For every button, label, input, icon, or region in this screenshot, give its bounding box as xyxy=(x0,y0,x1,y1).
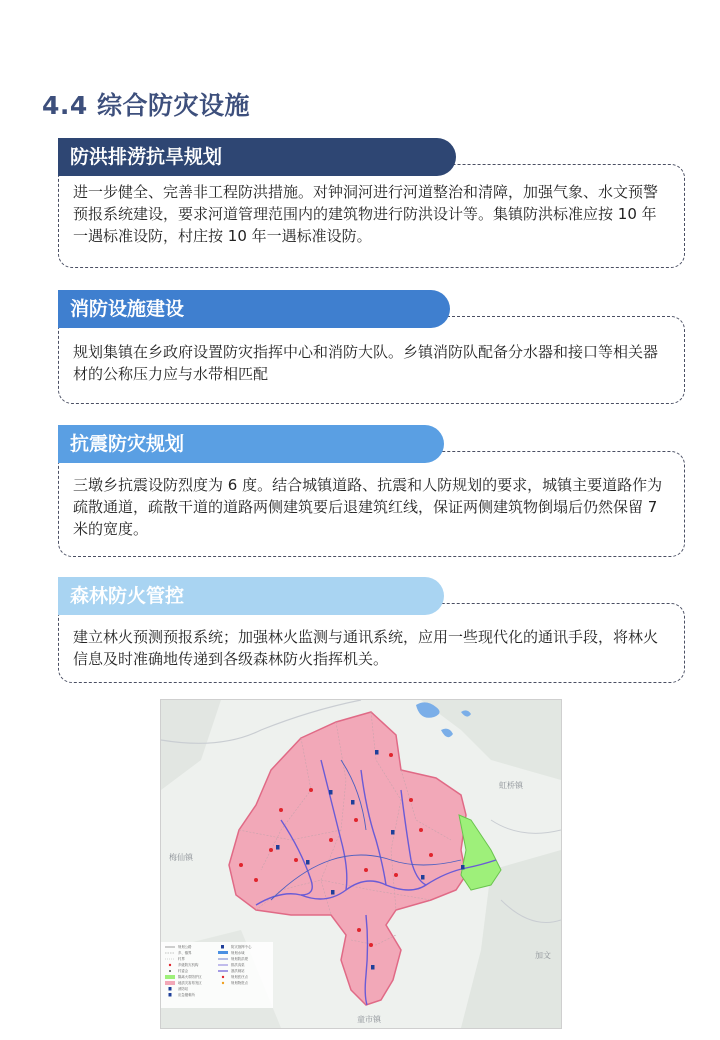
disaster-prevention-map xyxy=(160,699,562,1029)
section-body-box xyxy=(58,316,685,404)
legend-item: 规划公路 xyxy=(178,945,192,949)
section-earthquake xyxy=(58,425,685,557)
legend-item: 规划医疗点 xyxy=(231,975,248,979)
section-text: 三墩乡抗震设防烈度为 6 度。结合城镇道路、抗震和人防规划的要求，城镇主要道路作为疏散通道，疏散干道的道路两侧建筑要后退建筑红线，保证两侧建筑物倒塌后仍然保留 7 米的宽度。 xyxy=(73,476,663,538)
legend-item: 泄洪闸站 xyxy=(231,969,245,973)
map-canvas xyxy=(161,700,561,1028)
section-title-tab: 防洪排涝抗旱规划 xyxy=(58,138,456,176)
legend-item: 规划水域 xyxy=(231,951,245,955)
section-title-tab: 抗震防灾规划 xyxy=(58,425,444,463)
legend-item: 规划防洪堤 xyxy=(231,957,248,961)
legend-item: 乡级防灾机构 xyxy=(178,963,199,967)
section-fire xyxy=(58,290,685,405)
section-forest-fire xyxy=(58,577,685,685)
legend-item: 应急避难所 xyxy=(178,993,195,997)
section-body-box xyxy=(58,451,685,557)
section-flood xyxy=(58,138,685,268)
legend-item: 防灾指挥中心 xyxy=(231,945,252,949)
legend-item: 地质灾害易发区 xyxy=(178,981,202,985)
label-jiawen: 加文 xyxy=(535,951,551,960)
section-text: 建立林火预测预报系统；加强林火监测与通讯系统，应用一些现代化的通讯手段，将林火信息及时准确地传递到各级森林防火指挥机关。 xyxy=(73,628,659,668)
label-tongshi: 童市镇 xyxy=(357,1015,381,1024)
section-body-box xyxy=(58,603,685,683)
legend-item: 村界 xyxy=(178,957,185,961)
legend-item: 排洪沟渠 xyxy=(231,963,245,967)
legend-item: 规划物资点 xyxy=(231,981,248,985)
legend-item: 乡、镇界 xyxy=(178,951,192,955)
page-title: 4.4 综合防灾设施 xyxy=(42,91,250,120)
section-body-box xyxy=(58,164,685,268)
label-meixian: 梅仙镇 xyxy=(169,853,193,862)
section-title-tab: 消防设施建设 xyxy=(58,290,450,328)
legend-item: 隔离火带防护区 xyxy=(178,975,202,979)
legend-item: 消防站 xyxy=(178,987,189,991)
label-hongqiao: 虹桥镇 xyxy=(499,781,523,790)
legend-item: 村委会 xyxy=(178,969,189,973)
map-legend xyxy=(161,942,273,1008)
section-text: 进一步健全、完善非工程防洪措施。对钟洞河进行河道整治和清障，加强气象、水文预警预报系统建设，要求河道管理范围内的建筑物进行防洪设计等。集镇防洪标准应按 10 年一遇标准设防，村庄按 10 年一遇标准设防。 xyxy=(73,183,659,245)
section-title-tab: 森林防火管控 xyxy=(58,577,444,615)
section-text: 规划集镇在乡政府设置防灾指挥中心和消防大队。乡镇消防队配备分水器和接口等相关器材的公称压力应与水带相匹配 xyxy=(73,343,659,383)
